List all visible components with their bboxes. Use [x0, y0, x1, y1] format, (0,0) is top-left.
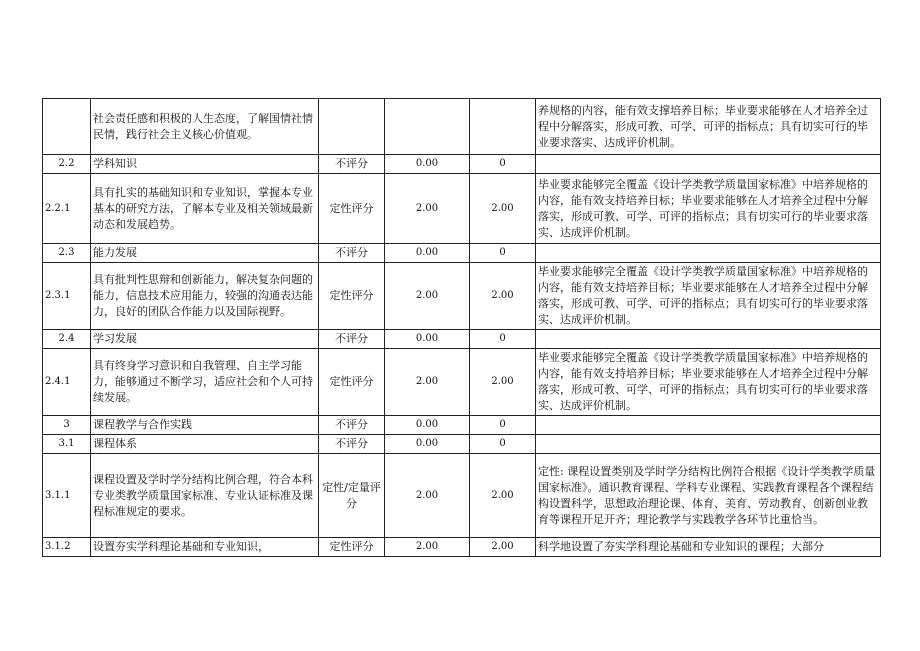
row-code: 3.1.1 [43, 454, 91, 538]
row-basis: 毕业要求能够完全覆盖《设计学类教学质量国家标准》中培养规格的内容，能有效支持培养目标；毕业要求能够在人才培养全过程中分解落实，形成可教、可学、可评的指标点；具有切实可行的毕业要求落实、达成评价机制。 [536, 263, 881, 330]
row-content: 具有批判性思辩和创新能力，解决复杂问题的能力，信息技术应用能力，较强的沟通表达能力，良好的团队合作能力以及国际视野。 [91, 263, 319, 330]
table-row [43, 263, 881, 330]
row-type [319, 99, 385, 155]
row-basis: 科学地设置了夯实学科理论基础和专业知识的课程；大部分 [536, 538, 881, 557]
row-score: 2.00 [385, 174, 470, 244]
row-score-2 [470, 99, 536, 155]
row-type: 定性评分 [319, 349, 385, 416]
row-score: 2.00 [385, 454, 470, 538]
row-score-2: 2.00 [470, 349, 536, 416]
table-row [43, 454, 881, 538]
row-type: 不评分 [319, 330, 385, 349]
row-code: 2.2 [43, 155, 91, 174]
row-content: 具有终身学习意识和自我管理、自主学习能力，能够通过不断学习，适应社会和个人可持续发展。 [91, 349, 319, 416]
row-score-2: 2.00 [470, 454, 536, 538]
table-row [43, 330, 881, 349]
row-type: 定性/定量评分 [319, 454, 385, 538]
row-type: 不评分 [319, 416, 385, 435]
row-content: 社会责任感和积极的人生态度，了解国情社情民情，践行社会主义核心价值观。 [91, 99, 319, 155]
row-score: 2.00 [385, 538, 470, 557]
row-basis [536, 435, 881, 454]
row-score: 2.00 [385, 263, 470, 330]
row-score: 2.00 [385, 349, 470, 416]
row-score: 0.00 [385, 435, 470, 454]
row-type: 定性评分 [319, 263, 385, 330]
row-score: 0.00 [385, 244, 470, 263]
row-type: 不评分 [319, 435, 385, 454]
row-content: 能力发展 [91, 244, 319, 263]
row-content: 学习发展 [91, 330, 319, 349]
row-type: 不评分 [319, 155, 385, 174]
row-content: 具有扎实的基础知识和专业知识，掌握本专业基本的研究方法，了解本专业及相关领域最新动态和发展趋势。 [91, 174, 319, 244]
row-basis [536, 416, 881, 435]
row-score-2: 0 [470, 155, 536, 174]
row-basis: 养规格的内容，能有效支撑培养目标；毕业要求能够在人才培养全过程中分解落实，形成可教、可学、可评的指标点；具有切实可行的毕业要求落实、达成评价机制。 [536, 99, 881, 155]
row-basis [536, 244, 881, 263]
row-code: 3 [43, 416, 91, 435]
row-type: 定性评分 [319, 174, 385, 244]
row-content: 课程设置及学时学分结构比例合理，符合本科专业类教学质量国家标准、专业认证标准及课程标准规定的要求。 [91, 454, 319, 538]
table-row [43, 155, 881, 174]
row-content: 课程教学与合作实践 [91, 416, 319, 435]
row-score-2: 2.00 [470, 538, 536, 557]
table-row [43, 416, 881, 435]
row-basis [536, 155, 881, 174]
table-row [43, 349, 881, 416]
evaluation-table [42, 98, 881, 557]
row-code: 3.1.2 [43, 538, 91, 557]
table-row [43, 174, 881, 244]
row-basis: 毕业要求能够完全覆盖《设计学类教学质量国家标准》中培养规格的内容，能有效支持培养目标；毕业要求能够在人才培养全过程中分解落实，形成可教、可学、可评的指标点；具有切实可行的毕业要求落实、达成评价机制。 [536, 174, 881, 244]
row-score-2: 0 [470, 330, 536, 349]
row-score-2: 0 [470, 435, 536, 454]
row-score: 0.00 [385, 330, 470, 349]
row-content: 课程体系 [91, 435, 319, 454]
row-code: 2.2.1 [43, 174, 91, 244]
row-score [385, 99, 470, 155]
row-code: 2.3.1 [43, 263, 91, 330]
row-basis [536, 330, 881, 349]
row-type: 定性评分 [319, 538, 385, 557]
row-code [43, 99, 91, 155]
table-row [43, 435, 881, 454]
row-code: 2.3 [43, 244, 91, 263]
row-code: 2.4 [43, 330, 91, 349]
table-row [43, 538, 881, 557]
row-score-2: 2.00 [470, 263, 536, 330]
row-content: 设置夯实学科理论基础和专业知识， [91, 538, 319, 557]
row-score: 0.00 [385, 416, 470, 435]
row-score: 0.00 [385, 155, 470, 174]
row-basis: 定性: 课程设置类别及学时学分结构比例符合根据《设计学类教学质量国家标准》。通识教育课程、学科专业课程、实践教育课程各个课程结构设置科学，思想政治理论课、体育、美育、劳动教育、创新创业教育等课程开足开齐；理论教学与实践教学各环节比重恰当。 [536, 454, 881, 538]
table-row [43, 244, 881, 263]
row-basis: 毕业要求能够完全覆盖《设计学类教学质量国家标准》中培养规格的内容，能有效支持培养目标；毕业要求能够在人才培养全过程中分解落实，形成可教、可学、可评的指标点；具有切实可行的毕业要求落实、达成评价机制。 [536, 349, 881, 416]
table-row [43, 99, 881, 155]
row-content: 学科知识 [91, 155, 319, 174]
row-code: 3.1 [43, 435, 91, 454]
row-type: 不评分 [319, 244, 385, 263]
row-code: 2.4.1 [43, 349, 91, 416]
row-score-2: 0 [470, 416, 536, 435]
row-score-2: 0 [470, 244, 536, 263]
row-score-2: 2.00 [470, 174, 536, 244]
